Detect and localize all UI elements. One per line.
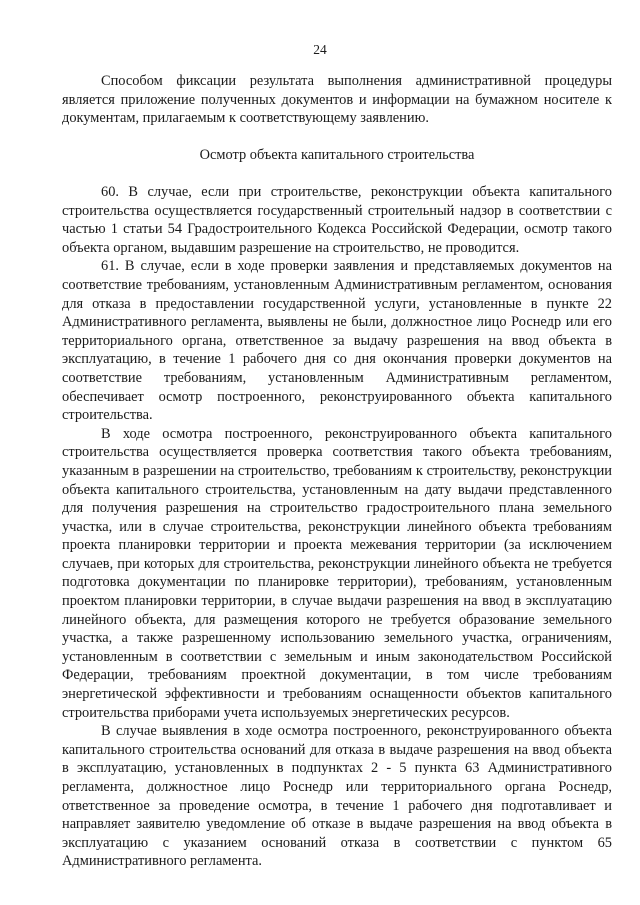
page-number: 24	[313, 42, 327, 57]
paragraph-60: 60. В случае, если при строительстве, реконструкции объекта капитального строительства осуществляется государственный строительный надзор в соответствии с частью 1 статьи 54 Градостроительного Кодекса Российской Федерации, осмотр такого объекта органом, выдавшим разрешение на строительство, не проводится.	[62, 184, 612, 256]
section-title: Осмотр объекта капитального строительства	[199, 147, 475, 163]
paragraph-refusal: В случае выявления в ходе осмотра построенного, реконструированного объекта капитального строительства оснований для отказа в выдаче разрешения на ввод объекта в эксплуатацию, установленных в подпунктах 2 - 5 пункта 63 Административного регламента, должностное лицо Роснедр или территориального органа Роснедр, ответственное за проведение осмотра, в течение 1 рабочего дня подготавливает и направляет заявителю уведомление об отказе в выдаче разрешения на ввод объекта в эксплуатацию с указанием оснований отказа в соответствии с пунктом 65 Административного регламента.	[62, 723, 612, 870]
paragraph-inspection: В ходе осмотра построенного, реконструированного объекта капитального строительства осуществляется проверка соответствия такого объекта требованиям, указанным в разрешении на строительство, требованиям к строительству, реконструкции объекта капитального строительства, установленным на дату выдачи представленного для получения разрешения на строительство градостроительного плана земельного участка, или в случае строительства, реконструкции линейного объекта требованиям проекта планировки территории и проекта межевания территории (за исключением случаев, при которых для строительства, реконструкции линейного объекта не требуется подготовка документации по планировке территории), требованиям, установленным проектом планировки территории, в случае выдачи разрешения на ввод в эксплуатацию линейного объекта, для размещения которого не требуется образование земельного участка, а также разрешенному использованию земельного участка, ограничениям, установленным в соответствии с земельным и иным законодательством Российской Федерации, требованиям проектной документации, в том числе требованиям энергетической эффективности и требованиям оснащенности объектов капитального строительства приборами учета используемых энергетических ресурсов.	[62, 425, 612, 721]
intro-block	[62, 72, 612, 128]
paragraph-61: 61. В случае, если в ходе проверки заявления и представляемых документов на соответствие требованиям, установленным Административным регламентом, основания для отказа в предоставлении государственной услуги, установленные в пункте 22 Административного регламента, выявлены не были, должностное лицо Роснедр или его территориального органа, ответственное за выдачу разрешения на ввод объекта в эксплуатацию, в течение 1 рабочего дня со дня окончания проверки документов на соответствие требованиям, установленным Административным регламентом, обеспечивает осмотр построенного, реконструированного объекта капитального строительства.	[62, 258, 612, 424]
body-block	[62, 183, 612, 871]
section-heading-block	[62, 146, 612, 165]
paragraph: Способом фиксации результата выполнения административной процедуры является приложение полученных документов и информации на бумажном носителе к документам, прилагаемым к соответствующему заявлению.	[62, 73, 612, 127]
